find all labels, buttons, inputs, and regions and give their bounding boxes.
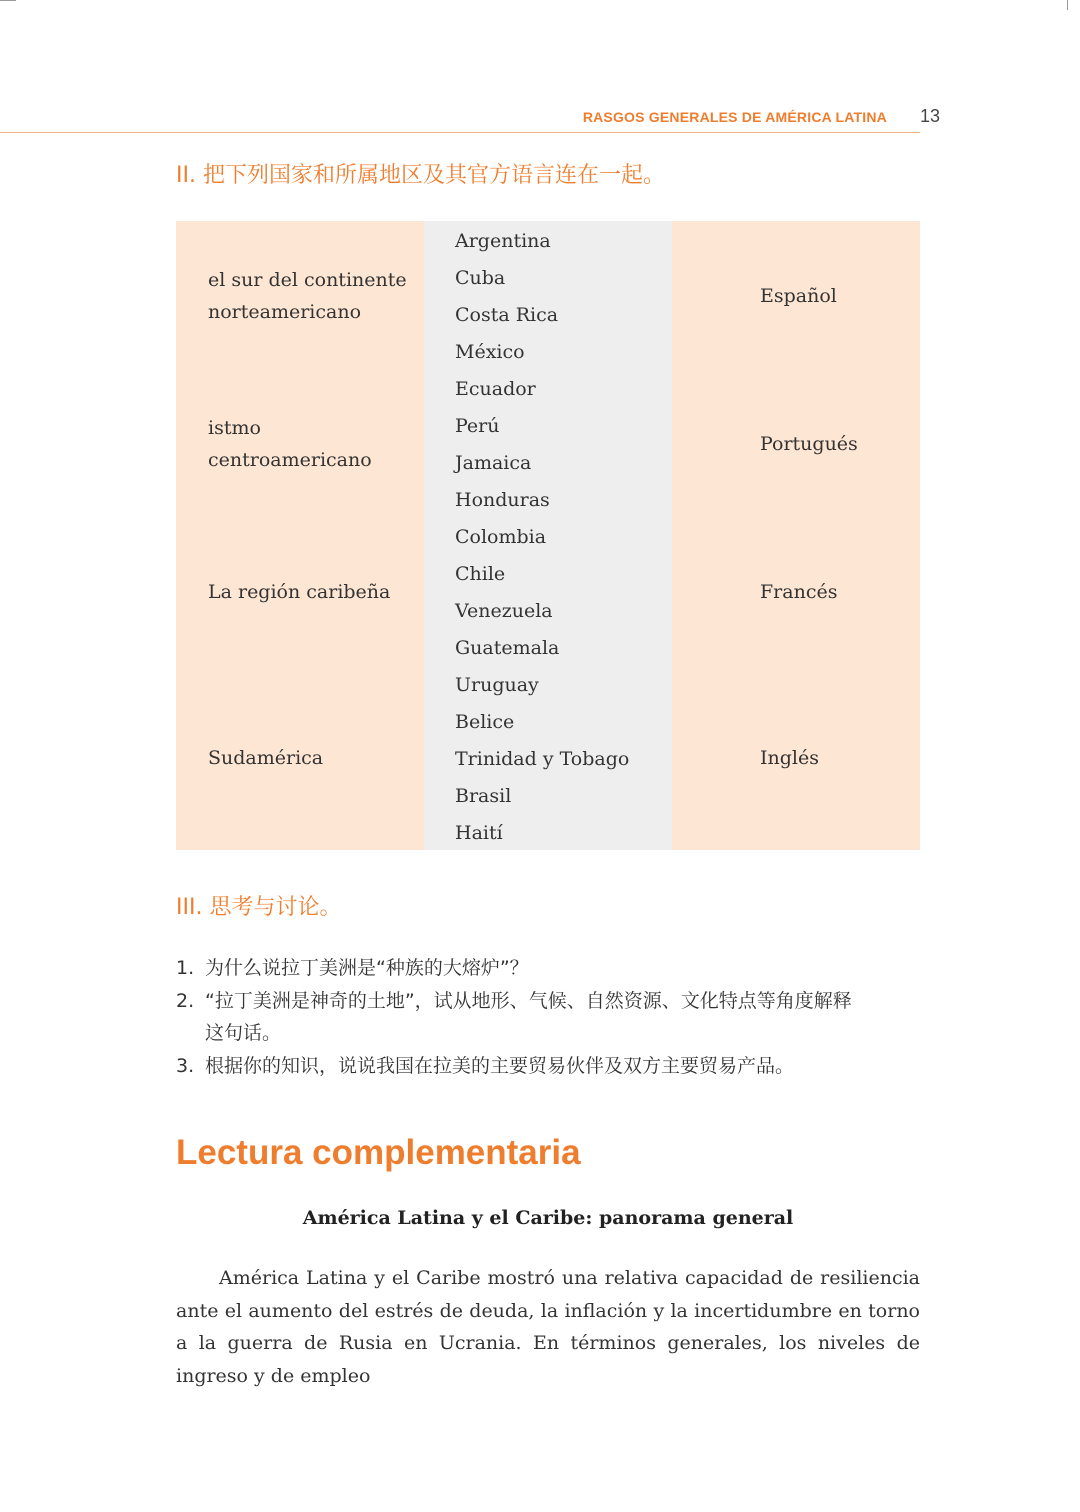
question-text: 根据你的知识，说说我国在拉美的主要贸易伙伴及双方主要贸易产品。	[205, 1054, 795, 1077]
lectura-heading: Lectura complementaria	[176, 1133, 581, 1172]
country-item: Cuba	[455, 267, 506, 289]
discussion-questions	[176, 952, 926, 1082]
regions-column	[176, 221, 424, 850]
question-text: 为什么说拉丁美洲是“种族的大熔炉”？	[205, 957, 529, 979]
country-item: Guatemala	[455, 637, 560, 659]
matching-table	[176, 221, 920, 850]
language-item: Francés	[760, 581, 838, 603]
country-item: Jamaica	[455, 452, 532, 474]
question-text: “拉丁美洲是神奇的土地”，试从地形、气候、自然资源、文化特点等角度解释	[205, 989, 852, 1012]
language-item: Español	[760, 285, 837, 307]
question-number: 2.	[176, 989, 195, 1012]
country-item: Costa Rica	[455, 304, 559, 326]
country-item: México	[455, 341, 525, 363]
country-item: Uruguay	[455, 674, 539, 696]
country-item: Perú	[455, 415, 500, 437]
question-item	[176, 952, 926, 985]
exercise-iii-title: III. 思考与讨论。	[176, 895, 342, 920]
country-item: Haití	[455, 822, 503, 844]
running-header	[0, 106, 940, 133]
country-item: Argentina	[455, 230, 551, 252]
country-item: Honduras	[455, 489, 550, 511]
region-north-america: el sur del continente norteamericano	[208, 269, 407, 323]
country-item: Trinidad y Tobago	[455, 748, 630, 770]
country-item: Brasil	[455, 785, 512, 807]
country-item: Ecuador	[455, 378, 536, 400]
article-paragraph: América Latina y el Caribe mostró una relativa capacidad de resiliencia ante el aumento del estrés de deuda, la inflación y la incertidumbre en torno a la guerra de Rusia en Ucrania. En términos generales, los niveles de ingreso y de empleo	[176, 1267, 920, 1387]
region-south-america: Sudamérica	[208, 747, 324, 769]
language-item: Inglés	[760, 747, 819, 769]
article-title: América Latina y el Caribe: panorama general	[302, 1207, 794, 1229]
question-item	[176, 985, 926, 1050]
crop-mark	[0, 0, 16, 4]
question-item	[176, 1050, 926, 1083]
exercise-ii-title: II. 把下列国家和所属地区及其官方语言连在一起。	[176, 163, 665, 188]
region-central-america: istmo centroamericano	[208, 417, 372, 471]
question-text: 这句话。	[205, 1022, 282, 1044]
region-caribbean: La región caribeña	[208, 581, 391, 603]
question-number: 1.	[176, 957, 195, 979]
page-number: 13	[919, 106, 940, 126]
languages-column	[672, 221, 920, 850]
running-title: RASGOS GENERALES DE AMÉRICA LATINA	[582, 109, 887, 125]
country-item: Colombia	[455, 526, 547, 548]
countries-column	[424, 221, 672, 850]
country-item: Belice	[455, 711, 515, 733]
country-item: Venezuela	[455, 600, 553, 622]
country-item: Chile	[455, 563, 506, 585]
crop-mark	[1067, 0, 1068, 10]
question-number: 3.	[176, 1054, 195, 1077]
language-item: Portugués	[760, 433, 858, 455]
